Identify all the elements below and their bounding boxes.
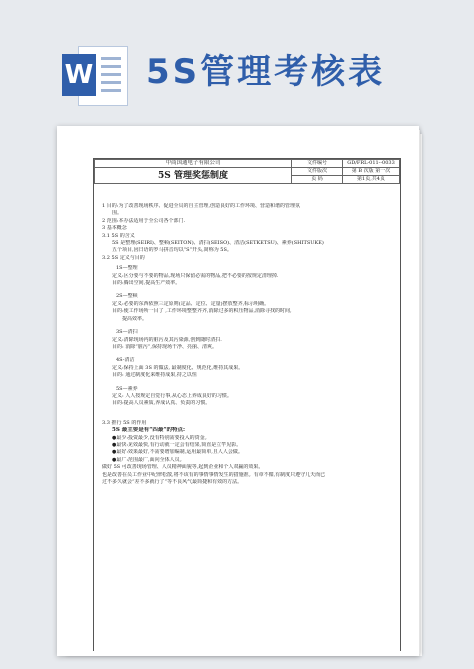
item-aim: 目的:腾出空间,提高生产效率。 — [112, 280, 181, 287]
closing-paragraph: 做好 5S 可改善现场管理、人员精神面貌等,起到企业和个人双赢的效果。 — [102, 464, 264, 471]
paragraph: 五个项目,因日语的罗马拼音均以“S”开头,简称为 5S。 — [112, 247, 232, 254]
closing-paragraph: 过不多久就会“差不多就行了”等不良风气最简捷和有效的方法。 — [102, 479, 243, 485]
four-most-lead: 5S 最主要是有“四最”的特点: — [112, 427, 186, 434]
section-concepts: 3 基本概念 — [102, 225, 127, 232]
item-heading: 2S—整顿 — [116, 293, 138, 300]
word-icon-letter: W — [62, 54, 96, 96]
item-aim: 目的:提高人员素质,养成认真、负责的习惯。 — [112, 400, 211, 407]
item-definition: 定义: 人人按规定自觉行事,从心态上养成良好的习惯。 — [112, 392, 232, 399]
section-3-3: 3.3 推行 5S 的作用 — [102, 419, 147, 426]
item-aim-cont: 提高效率。 — [122, 315, 148, 322]
section-3-2: 3.2 5S 定义与目的 — [102, 254, 145, 261]
closing-paragraph: 也是改善在员工作业中纪律松散,将不该有的事情事情发生的措施准。有章不循,有制度只遵守几天而已 — [102, 471, 326, 478]
item-aim: 目的: 消除“脏污”,保持现场干净、亮丽、清爽。 — [112, 343, 217, 350]
header-label: 页 码 — [292, 176, 343, 184]
page-frame — [93, 158, 401, 651]
bullet-item: ●最快:见效最快,有行动就一定会有结果,简直是立竿见影。 — [112, 441, 242, 448]
section-purpose-cont: 围。 — [112, 210, 123, 217]
item-heading: 4S-清洁 — [116, 357, 135, 364]
item-definition: 定义:必要的东西依照三定原则(定品、定位、定量)摆放整齐,标示明确。 — [112, 300, 270, 307]
bullet-item: ●最广:范围最广,面向全体人员。 — [112, 456, 185, 463]
header-label: 文件版次 — [292, 168, 343, 176]
word-app-icon — [62, 46, 126, 104]
bullet-item: ●最少:投资最少,没有特别需要投入的资金。 — [112, 434, 210, 441]
section-3-1: 3.1 5S 的含义 — [102, 232, 135, 239]
item-definition: 定义:保持上面 3S 的做法, 最制度化、规范化,维持其成果。 — [112, 364, 244, 371]
item-heading: 3S—清扫 — [116, 329, 138, 336]
header-value: 第 B 次版 第一次 — [343, 168, 400, 176]
item-definition: 定义:清除现场内的脏污及其污染源,创到随时清扫. — [112, 336, 222, 343]
item-definition: 定义:区分要与不要的物品,现场只保留必需的物品,把不必要的按规定清理掉. — [112, 272, 279, 279]
item-heading: 5S—素养 — [116, 385, 138, 392]
section-purpose: 1 目的:为了改善现场秩序、促进全员的自主管理,创造良好的工作环境、营造和谐的管理氛 — [102, 203, 301, 209]
rule-title: 5S 管理奖惩制度 — [95, 168, 292, 184]
paragraph: 5S 是整理(SEIRI)、整顿(SEITON)、清扫(SEISO)、清洁(SETKETSU)、素养(SHITSUKE) — [112, 240, 324, 247]
header-label: 文件编号 — [292, 160, 343, 168]
document-page — [57, 126, 419, 656]
section-scope: 2 范围:本办法适用于全公司各个部门. — [102, 217, 186, 224]
document-title: 5S管理考核表 — [146, 52, 386, 92]
item-heading: 1S—整理 — [116, 265, 138, 272]
header-value: GD/FRL-011--0033 — [343, 160, 400, 168]
header-value: 第1页,共4页 — [343, 176, 400, 184]
document-header-table — [94, 159, 400, 184]
item-aim: 目的: 通过制度化来维持成果,持之以恒 — [112, 372, 197, 379]
item-aim: 目的:使工作场所一目了 ,工作环境整整齐齐,消除过多的积压物品,消除寻找的时间, — [112, 308, 292, 315]
document-body — [102, 203, 394, 486]
company-name: 中商国通电子有限公司 — [95, 160, 292, 168]
bullet-item: ●最好:效果最好,不需要增加编制,运用最简单,且人人会做。 — [112, 449, 243, 456]
